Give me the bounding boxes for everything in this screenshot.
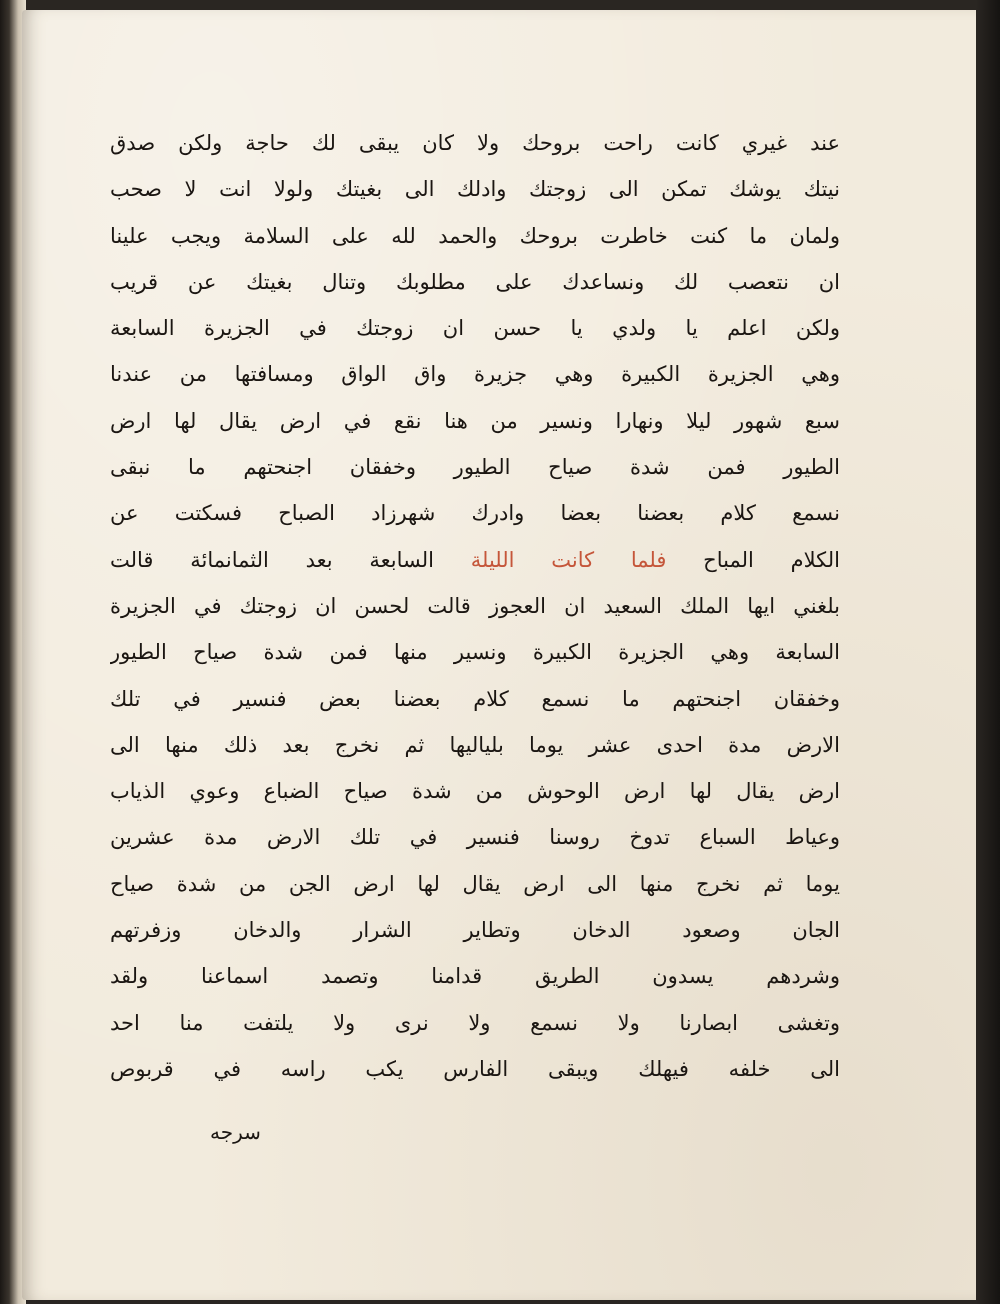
text-line-20: وتغشى ابصارنا ولا نسمع ولا نرى ولا يلتفت منا احد: [110, 1010, 840, 1035]
text-line-7: سبع شهور ليلا ونهارا ونسير من هنا نقع في ارض يقال لها ارض: [110, 408, 840, 433]
text-line-10: [110, 537, 840, 583]
text-line-17: يوما ثم نخرج منها الى ارض يقال لها ارض الجن من شدة صياح: [110, 871, 840, 896]
text-line-18: الجان وصعود الدخان وتطاير الشرار والدخان وزفرتهم: [110, 918, 840, 943]
text-line-21: الى خلفه فيهلك ويبقى الفارس يكب راسه في قربوص: [110, 1056, 840, 1081]
text-line-12: السابعة وهي الجزيرة الكبيرة ونسير منها فمن شدة صياح الطيور: [110, 640, 840, 665]
page-edge-shadow: [976, 0, 1000, 1304]
text-line-10-pre: الكلام المباح: [666, 547, 840, 572]
text-line-16: وعياط السباع تدوخ روسنا فنسير في تلك الارض مدة عشرين: [110, 825, 840, 850]
text-line-1: عند غيري كانت راحت بروحك ولا كان يبقى لك حاجة ولكن صدق: [110, 131, 840, 155]
text-line-10-post: السابعة بعد الثمانمائة قالت: [110, 547, 471, 572]
text-line-4: ان نتعصب لك ونساعدك على مطلوبك وتنال بغيتك عن قريب: [110, 269, 840, 294]
text-line-19: وشردهم يسدون الطريق قدامنا وتصمد اسماعنا ولقد: [110, 964, 840, 989]
text-line-9: نسمع كلام بعضنا بعضا وادرك شهرزاد الصباح فسكتت عن: [110, 501, 840, 526]
text-line-3: ولمان ما كنت خاطرت بروحك والحمد لله على السلامة ويجب علينا: [110, 223, 840, 248]
catchword: سرجه: [210, 1120, 261, 1144]
text-line-13: وخفقان اجنحتهم ما نسمع كلام بعضنا بعض فنسير في تلك: [110, 686, 840, 711]
text-line-6: وهي الجزيرة الكبيرة وهي جزيرة واق الواق ومسافتها من عندنا: [110, 362, 840, 387]
text-line-5: ولكن اعلم يا ولدي يا حسن ان زوجتك في الجزيرة السابعة: [110, 316, 840, 341]
text-line-8: الطيور فمن شدة صياح الطيور وخفقان اجنحتهم ما نبقى: [110, 455, 840, 480]
text-line-14: الارض مدة احدى عشر يوما بلياليها ثم نخرج بعد ذلك منها الى: [110, 732, 840, 757]
text-line-15: ارض يقال لها ارض الوحوش من شدة صياح الضباع وعوي الذياب: [110, 779, 840, 804]
manuscript-text-block: [110, 120, 840, 1092]
text-line-2: نيتك يوشك تمكن الى زوجتك وادلك الى بغيتك ولولا انت لا صحب: [110, 177, 840, 202]
rubric-night-heading: فلما كانت الليلة: [470, 547, 667, 572]
text-line-11: بلغني ايها الملك السعيد ان العجوز قالت لحسن ان زوجتك في الجزيرة: [110, 593, 840, 618]
